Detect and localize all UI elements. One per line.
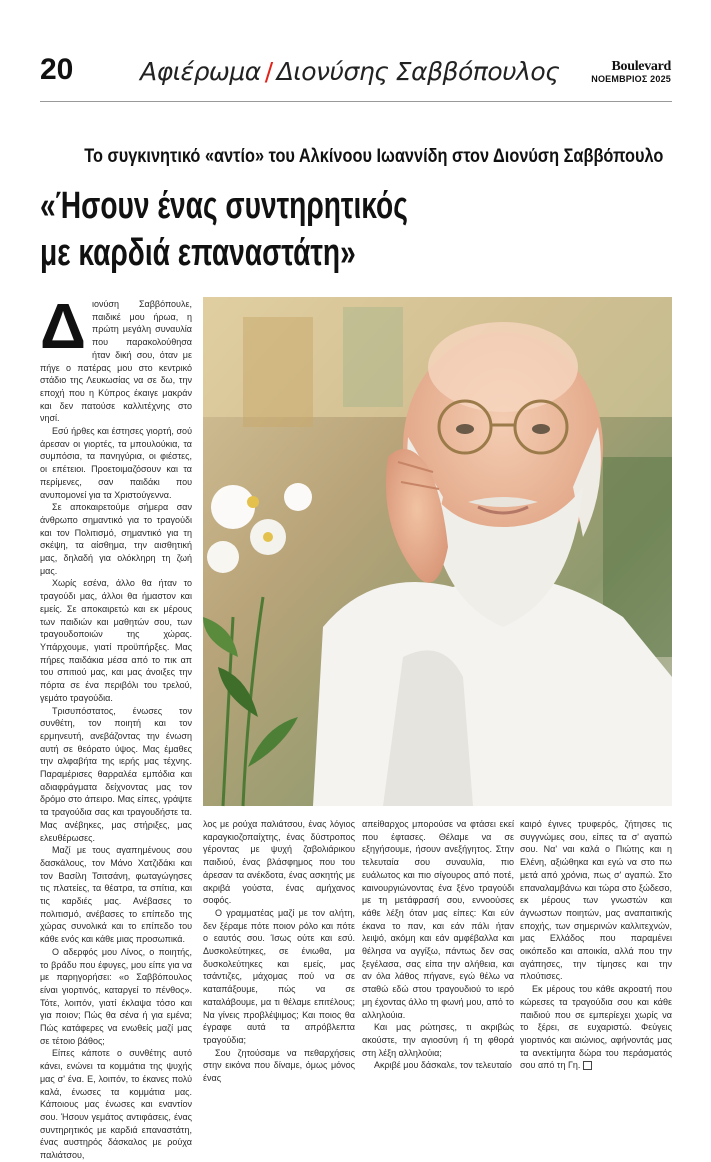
article-column-4 xyxy=(520,818,672,1071)
paragraph: Ακριβέ μου δάσκαλε, τον τελευταίο xyxy=(374,1060,512,1071)
section-separator: / xyxy=(264,57,273,86)
paragraph: Σου ζητούσαμε να πεθαρχήσεις στην εικόνα που δίναμε, όμως μόνος ένας xyxy=(203,1047,355,1084)
paragraph: Και μας ρώτησες, τι ακριβώς ακούστε, την αγιοσύνη ή τη φθορά στη λέξη αλληλούια; xyxy=(362,1022,514,1058)
paragraph: Μαζί με τους αγαπημένους σου δασκάλους, τον Μάνο Χατζιδάκι και τον Βασίλη Τσιτσάνη, φωταγώγησες τις πλατείες, τα θέατρα, τα σπίτια, και τις καρδιές μας. Ανέβασες το πολιτισμό, ανέβασες το επίπεδο της χώρας συνολικά και το επίπεδο του κάθε ενός και κάθε μιας προσωπικά. xyxy=(40,845,192,945)
end-square-icon xyxy=(583,1061,592,1070)
paragraph: λος με ρούχα παλιάτσου, ένας λόγιος καραγκιοζοπαίχτης, ένας δύστροπος γέροντας με ψυχή ζαβολιάρικου παιδιού, ένας βλάσφημος που του άρεσαν τα ανέκδοτα, ένας ασκητής με ακριβά γούστα, ένας αμήχανος σοφός. xyxy=(203,819,355,906)
paragraph: Τρισυπόστατος, ένωσες τον συνθέτη, τον ποιητή και τον ερμηνευτή, ανεβάζοντας την ένωση αυτή σε θεόρατο ύψος. Μας έμαθες την αλφαβήτα της ιερής μας τέχνης. Παραμέρισες θαρραλέα εμπόδια και αδιαφράγματα δείχνοντας μας τον δρόμο στο άπειρο. Μας είπες, γράψτε τα τραγούδια σας και τραγουδήστε τα. Μας ανέβηκες, μας στήριξες, μας ελευθέρωσες. xyxy=(40,705,192,843)
lead-text: ιονύση Σαββόπουλε, παιδικέ μου ήρωα, η πρώτη μεγάλη συναυλία που παρακολούθησα ήταν δική σου, όταν με πήγε ο πατέρας μου στο κεντρικό στάδιο της Λευκωσίας να σε δω, την εποχή που η Κύπρος έκαιγε μακράν και δεν πατούσε καλλιτέχνης στο νησί. xyxy=(40,299,192,424)
article-column-3 xyxy=(362,818,514,1071)
brand-name: Boulevard xyxy=(611,59,671,74)
paragraph: Ο γραμματέας μαζί με τον αλήτη, δεν ξέραμε πότε ποιον ρόλο και πότε ο εαυτός σου. Ίσως ούτε και εσύ. Δυσκολεύτηκες, σε ένιωθα, μα δυσκολεύτηκες και εμείς, μας τσάντιζες, μάχομας πού να σε καταπάξουμε, πώς να σε καταλάβουμε, μα τι θέλαμε επιτέλους; Να γίνεις προβλέψιμος; Και ποιος θα έγραφε αυτά τα απρόβλεπτα τραγούδια; xyxy=(203,907,355,1045)
portrait-photo xyxy=(203,297,672,806)
section-title xyxy=(140,56,559,88)
paragraph: απείθαρχος μπορούσε να φτάσει εκεί που έφτασες. Θέλαμε να σε εξηγήσουμε, ήσουν ανεξήγητος. Στην τελευταία σου συναυλία, πιο ευάλωτος και πιο σίγουρος από ποτέ, καινουργιώνοντας ένα ξένο τραγούδι με τη μετάφρασή σου, εννοούσες κάθε λέξη όταν μας είπες: Και εύν έκανα το παν, και εάν πάλι ήταν λειψό, ακόμη και εάν αμφέβαλλα και θέλησα να αγγίξω, πάντως δεν σας ξεγέλασα, σας είπα την αλήθεια, και αν όλα λάθος πήγανε, εγώ θέλω να σταθώ εδώ στου τραγουδιού το ιερό μη έχοντας άλλο τη φωνή μου, από το αλληλούια. xyxy=(362,819,514,1020)
article-kicker: Το συγκινητικό «αντίο» του Αλκίνοου Ιωαννίδη στον Διονύση Σαββόπουλο xyxy=(84,146,664,167)
paragraph: καιρό έγινες τρυφερός, ζήτησες τις συγγνώμες σου, είπες τα σ' αγαπώ σου. Να' ναι καλά ο Πιώτης και η Ελένη, αξιώθηκα και εγώ να στο πω μετά από χρόνια, πως σ' αγαπώ. Στο επαναλαμβάνω και τώρα στο ξώδεσο, εκ μέρους των γνωστών και άγνωστων ποιητών, μας αναπαιτικής εποχής, των σημερινών καλλιτεχνών, μας Ελλάδος που παραμένει οικόπεδο και αποικία, αλλά που την αγάπησες, την τίμησες και την πλούτισες. xyxy=(520,819,672,982)
paragraph: Σε αποκαιρετούμε σήμερα σαν άνθρωπο σημαντικό για το τραγούδι και τον Πολιτισμό, σημαντικό για τη σκέψη, τα αίσθημα, την αισθητική μας, δηλαδή για ολόκληρη τη ζωή μας. xyxy=(40,502,192,576)
paragraph: Χωρίς εσένα, άλλο θα ήταν το τραγούδι μας, άλλοι θα ήμαστον και εμείς. Σε αποκαιρετώ και εκ μέρους των παιδιών και μαθητών σου, των τραγουδοποιών της χώρας. Υπάρχουμε, γιατί προϋπήρξες. Μας πήρες παιδάκια μέσα από το πικ απ του σπιτιού μας, και μας άνοιξες την πόρτα σε ένα περιβόλι του τρελού, γεμάτο τραγούδια. xyxy=(40,578,192,703)
paragraph: Είπες κάποτε ο συνθέτης αυτό κάνει, ενώνει τα κομμάτια της ψυχής μας σ' ένα. Ε, λοιπόν, το έκανες πολύ καλά, ένωσες τα κομμάτια μας. Κάποιους μας ένωσες και εναντίον σου. Ήσουν γεμάτος αντιφάσεις, ένας συντηρητικός με καρδιά επαναστάτη, ένας αυστηρός δάσκαλος με ρούχα παλιάτσου, xyxy=(40,1048,192,1161)
paragraph: Ο αδερφός μου Λίνος, ο ποιητής, το βράδυ που έφυγες, μου είπε για να με παρηγορήσει: «ο Σαββόπουλος είναι γιορτινός, καταργεί το πένθος». Τότε, λοιπόν, γιατί έκλαψα τόσο και για ποιον; Πώς θα σένα ή για εμένα; Πώς κατάφερες να ενωθείς μαζί μας σε τέτοιο βάθος; xyxy=(40,946,192,1046)
page-number: 20 xyxy=(40,53,74,86)
masthead xyxy=(591,60,671,85)
article-column-2 xyxy=(203,818,355,1084)
section-label: Αφιέρωμα xyxy=(140,57,261,86)
drop-cap: Δ xyxy=(40,290,86,362)
closing-text: Εκ μέρους του κάθε ακροατή που κώρεσες τα τραγούδια σου και κάθε παιδιού που σε εμπερίεχει χωρίς να το ξέρει, σε ευχαριστώ. Φεύγεις γιορτινός και αιώνιος, αφήνοντάς μας τα ανεκτίμητα δώρα του περάσματός σου από τη Γη. xyxy=(520,984,672,1071)
lead-paragraph xyxy=(40,290,192,425)
paragraph xyxy=(520,983,672,1072)
headline-line-1: «Ήσουν ένας συντηρητικός xyxy=(40,185,408,227)
section-subject: Διονύσης Σαββόπουλος xyxy=(276,57,560,86)
article-column-1 xyxy=(40,290,192,1161)
header-divider xyxy=(40,101,672,102)
headline-line-2: με καρδιά επαναστάτη» xyxy=(40,232,356,274)
paragraph: Εσύ ήρθες και έστησες γιορτή, σού άρεσαν οι γιορτές, τα μπουλούκια, τα συμπόσια, τα πανηγύρια, οι φιέστες, οι επέτειοι. Προετοιμαζόσουν και τα περίμενες, σαν παιδάκι που ανυπομονεί για τα Χριστούγεννα. xyxy=(40,426,192,500)
issue-date: ΝΟΕΜΒΡΙΟΣ 2025 xyxy=(591,74,671,84)
article-headline xyxy=(40,183,408,277)
